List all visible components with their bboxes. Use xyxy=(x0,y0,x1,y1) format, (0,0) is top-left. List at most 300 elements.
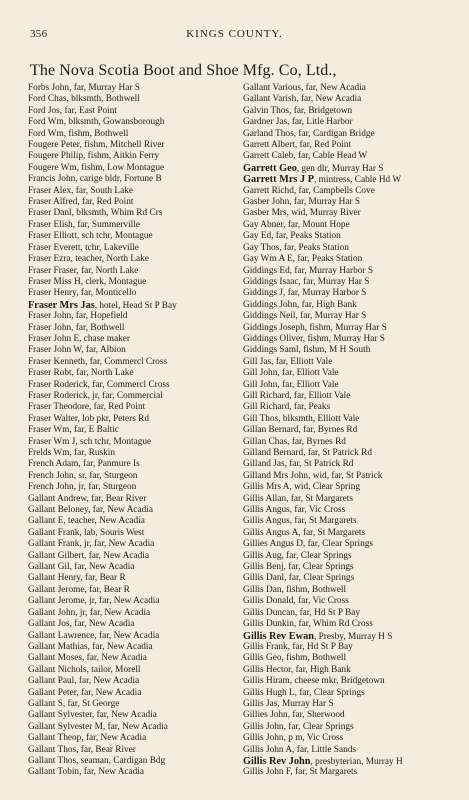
directory-entry xyxy=(28,266,244,277)
entry-description: p m, Vic Cross xyxy=(288,733,344,744)
entry-name: Gallant Jerome xyxy=(28,596,85,607)
entry-separator: , xyxy=(91,710,97,721)
entry-name: Gallant John xyxy=(28,607,76,618)
entry-separator: , xyxy=(71,322,76,333)
entry-description: far, East Point xyxy=(64,105,117,116)
entry-name: Gill Thos xyxy=(243,413,279,424)
entry-separator: , xyxy=(69,619,75,630)
entry-name: Gallant Sylvester M xyxy=(28,721,103,732)
entry-name: Gillis Rev John xyxy=(243,755,311,767)
entry-separator: , xyxy=(63,117,69,128)
entry-separator: , xyxy=(84,596,90,607)
entry-description: far, New Acadia xyxy=(78,676,140,687)
entry-description: far, Bear River xyxy=(80,744,136,755)
entry-separator: , xyxy=(308,470,313,481)
directory-entry xyxy=(243,688,459,699)
directory-entry xyxy=(28,459,244,470)
entry-separator: , xyxy=(94,300,100,311)
entry-description: far, Litle Harbor xyxy=(291,117,353,128)
directory-entry xyxy=(28,311,244,322)
entry-separator: , xyxy=(294,140,300,151)
entry-name: Gasber John xyxy=(243,197,290,208)
entry-name: Garrett Mrs J P xyxy=(243,174,314,186)
entry-name: Gillies John xyxy=(243,710,288,721)
directory-entry xyxy=(243,585,459,596)
entry-description: far, Bear River xyxy=(91,493,147,504)
directory-entry xyxy=(28,505,244,516)
entry-description: far, Elliott Vale xyxy=(282,368,339,379)
directory-entry xyxy=(28,471,244,482)
entry-name: Giddings John xyxy=(243,299,297,310)
entry-description: far, Vic Cross xyxy=(294,505,346,516)
entry-separator: , xyxy=(79,539,85,550)
entry-description: far, Peaks Station xyxy=(275,231,341,242)
directory-entry xyxy=(243,767,459,778)
entry-name: French John xyxy=(28,470,74,481)
entry-name: Fraser John xyxy=(28,311,72,322)
entry-description: Presby, Murray H S xyxy=(318,631,393,642)
directory-entry xyxy=(28,573,244,584)
directory-entry xyxy=(28,756,244,767)
entry-description: far, New Acadia xyxy=(92,505,154,516)
entry-name: Garrett Richd xyxy=(243,185,294,196)
entry-description: far, New Acadia xyxy=(300,94,362,105)
directory-entry xyxy=(243,345,459,356)
directory-entry xyxy=(243,300,459,311)
entry-description: lab, Souris West xyxy=(84,527,145,538)
entry-description: mintress, Cable Hd W xyxy=(318,175,402,186)
entry-name: Fraser Elliott xyxy=(28,231,77,242)
entry-description: far, Byrnes Rd xyxy=(303,425,358,436)
entry-name: Gallant Jerome xyxy=(28,584,85,595)
entry-separator: , xyxy=(66,94,72,105)
entry-description: fishm, Mitchell River xyxy=(84,140,165,151)
entry-name: Gallant Gilbert xyxy=(28,550,85,561)
directory-entry xyxy=(28,733,244,744)
directory-entry xyxy=(28,494,244,505)
entry-name: Fraser Roderick xyxy=(28,379,88,390)
directory-entry xyxy=(28,277,244,288)
entry-separator: , xyxy=(281,584,287,595)
directory-entry xyxy=(243,608,459,619)
entry-description: far, Bridgetown xyxy=(293,105,353,116)
entry-separator: , xyxy=(296,299,302,310)
entry-separator: , xyxy=(86,493,92,504)
entry-name: Ford Chas xyxy=(28,94,67,105)
entry-separator: , xyxy=(313,631,319,642)
entry-description: far, Mount Hope xyxy=(287,219,350,230)
entry-name: Fraser Kenneth xyxy=(28,356,86,367)
entry-separator: , xyxy=(76,288,81,299)
directory-entry xyxy=(28,197,244,208)
entry-separator: , xyxy=(69,83,74,93)
entry-separator: , xyxy=(76,265,82,276)
entry-description: gen dlr, Murray Har S xyxy=(301,163,384,174)
entry-name: Gillis Donald xyxy=(243,596,294,607)
directory-entry xyxy=(243,151,459,162)
entry-description: fishm, Murray Har S xyxy=(309,322,387,333)
entry-description: far, Elliott Vale xyxy=(275,356,333,367)
entry-name: Gilland Mrs John xyxy=(243,470,309,481)
entry-name: Gallant Henry xyxy=(28,573,81,584)
entry-separator: , xyxy=(277,698,283,709)
directory-entry xyxy=(243,266,459,277)
directory-entry xyxy=(28,288,244,299)
entry-description: far, New Acadia xyxy=(99,630,160,641)
entry-description: far, Albion xyxy=(85,345,126,356)
entry-separator: , xyxy=(75,436,80,447)
directory-entry xyxy=(243,642,459,653)
directory-entry xyxy=(243,551,459,562)
entry-name: Gill John xyxy=(243,368,278,379)
directory-entry xyxy=(243,631,459,642)
entry-description: far, Bear R xyxy=(89,584,130,595)
entry-separator: , xyxy=(62,698,68,709)
directory-entry xyxy=(28,767,244,778)
entry-description: far, Summerville xyxy=(77,219,140,230)
entry-name: Gillis Jas xyxy=(243,698,278,709)
directory-entry xyxy=(28,357,244,368)
directory-entry xyxy=(28,106,244,117)
page-header xyxy=(0,28,469,44)
entry-description: fishm, Bothwell xyxy=(286,584,347,595)
entry-separator: , xyxy=(314,175,319,186)
directory-entry xyxy=(28,208,244,219)
entry-separator: , xyxy=(289,265,295,276)
entry-description: far, Murray Har S xyxy=(293,197,361,208)
entry-separator: , xyxy=(298,425,304,436)
entry-separator: , xyxy=(293,619,299,630)
entry-name: Gallant Andrew xyxy=(28,493,87,504)
directory-entry xyxy=(243,699,459,710)
entry-description: far, Murray Har S xyxy=(300,311,367,322)
directory-entry xyxy=(28,186,244,197)
entry-description: carige bldr, Fortune B xyxy=(79,174,162,185)
entry-description: far, Bothwell xyxy=(75,322,125,333)
entry-description: far, St Patrick Rd xyxy=(307,448,372,458)
entry-name: French Adam xyxy=(28,459,79,470)
entry-separator: , xyxy=(290,664,296,675)
entry-name: Gilland Bernard xyxy=(243,448,304,458)
entry-separator: , xyxy=(289,402,294,413)
directory-entry xyxy=(243,437,459,448)
directory-entry xyxy=(243,414,459,425)
entry-name: Gillis Angus A xyxy=(243,527,299,538)
entry-separator: , xyxy=(283,562,289,573)
entry-description: far, St Margarets xyxy=(302,527,366,538)
directory-entry xyxy=(243,254,459,265)
directory-entry xyxy=(243,140,459,151)
entry-name: Gallant Mathias xyxy=(28,641,88,652)
directory-entry xyxy=(243,368,459,379)
entry-description: far, Commercl Cross xyxy=(92,379,170,390)
entry-name: Giddings Ed xyxy=(243,265,290,276)
directory-entry xyxy=(28,665,244,676)
entry-separator: , xyxy=(279,242,284,253)
directory-entry xyxy=(243,117,459,128)
directory-entry xyxy=(28,642,244,653)
directory-entry xyxy=(28,300,244,311)
entry-name: Gallant Sylvester xyxy=(28,710,92,721)
entry-separator: , xyxy=(283,733,289,744)
entry-name: Gillis Mrs A xyxy=(243,482,290,493)
directory-entry xyxy=(243,482,459,493)
directory-entry xyxy=(28,231,244,242)
entry-separator: , xyxy=(287,436,292,447)
entry-separator: , xyxy=(102,721,108,732)
entry-separator: , xyxy=(83,151,88,162)
entry-separator: , xyxy=(284,459,290,470)
entry-separator: , xyxy=(84,550,89,561)
directory-entry xyxy=(243,83,459,94)
entry-name: Gillis Aug xyxy=(243,550,282,561)
directory-entry xyxy=(243,756,459,767)
entry-description: tchr, Lakeville xyxy=(85,242,139,253)
entry-name: Gallant Thos xyxy=(28,755,77,766)
entry-name: Gallant Frank xyxy=(28,539,80,550)
entry-name: Frelds Wm xyxy=(28,448,70,458)
entry-separator: , xyxy=(293,185,299,196)
directory-entry xyxy=(28,380,244,391)
directory-entry xyxy=(243,380,459,391)
entry-name: Gallant Lawrence xyxy=(28,630,95,641)
entry-separator: , xyxy=(73,482,79,493)
directory-entry xyxy=(28,402,244,413)
entry-separator: , xyxy=(79,527,85,538)
entry-name: Gallant Paul xyxy=(28,676,75,687)
entry-name: Gardner Jas xyxy=(243,117,288,128)
directory-entry xyxy=(28,539,244,550)
entry-name: Gasber Mrs xyxy=(243,208,287,219)
entry-separator: , xyxy=(76,231,82,242)
entry-separator: , xyxy=(76,162,82,173)
entry-separator: , xyxy=(292,254,298,265)
entry-name: Gallant Moses xyxy=(28,653,82,664)
entry-separator: , xyxy=(294,687,300,698)
directory-entry xyxy=(243,220,459,231)
directory-entry xyxy=(28,676,244,687)
entry-separator: , xyxy=(287,117,292,128)
directory-entry xyxy=(28,437,244,448)
entry-description: far, New Acadia xyxy=(85,733,147,744)
directory-entry xyxy=(243,186,459,197)
directory-entry xyxy=(243,516,459,527)
entry-name: Gallant Tobin xyxy=(28,767,80,778)
entry-description: far, Hd St P Bay xyxy=(292,641,353,652)
entry-description: far, Commercl Cross xyxy=(89,356,168,367)
entry-description: far, North Lake xyxy=(81,265,139,276)
entry-name: Fraser Theodore xyxy=(28,402,90,413)
entry-description: far, Sherwood xyxy=(292,710,345,721)
entry-name: Gill Jas xyxy=(243,356,272,367)
entry-description: far, E Baltic xyxy=(74,425,119,436)
entry-description: sch tchr, Montague xyxy=(80,436,152,447)
directory-entry xyxy=(28,368,244,379)
directory-entry xyxy=(243,425,459,436)
entry-separator: , xyxy=(293,128,299,139)
entry-description: far, Red Point xyxy=(81,197,134,208)
directory-entry xyxy=(28,117,244,128)
entry-description: far, St Patrick Rd xyxy=(289,459,354,470)
advertisement-banner: The Nova Scotia Boot and Shoe Mfg. Co, Ltd., xyxy=(30,62,337,79)
directory-entry xyxy=(28,414,244,425)
directory-entry xyxy=(243,174,459,185)
entry-separator: , xyxy=(71,368,77,379)
entry-name: Fraser Ezra xyxy=(28,254,71,265)
entry-description: far, New Acadia xyxy=(83,767,145,778)
entry-description: far, Clear Springs xyxy=(286,550,352,561)
entry-separator: , xyxy=(86,664,92,675)
entry-description: far, North Lake xyxy=(76,368,134,379)
entry-name: Fraser Miss H xyxy=(28,276,81,287)
entry-description: teacher, New Acadia xyxy=(68,516,145,527)
entry-separator: , xyxy=(71,208,77,219)
entry-separator: , xyxy=(75,607,80,618)
entry-separator: , xyxy=(289,516,295,527)
entry-description: far, Clear Springs xyxy=(288,562,354,573)
entry-description: chase maker xyxy=(83,333,130,344)
entry-description: hotel, Head St P Bay xyxy=(99,300,177,311)
entry-description: fishm, Murray Har S xyxy=(307,333,385,344)
entry-description: far, Cable Head W xyxy=(298,151,368,162)
directory-entry xyxy=(28,140,244,151)
entry-name: Gillis Hector xyxy=(243,664,291,675)
entry-separator: , xyxy=(73,470,79,481)
entry-separator: , xyxy=(293,596,299,607)
entry-description: far, New Acadia xyxy=(86,653,147,664)
entry-description: far, Byrnes Rd xyxy=(291,436,346,447)
entry-name: Gallant S xyxy=(28,698,63,709)
entry-description: far, Clear Springs xyxy=(307,539,374,550)
entry-separator: , xyxy=(72,219,78,230)
entry-description: far, Ruskin xyxy=(74,448,116,458)
entry-name: Fraser Danl xyxy=(28,208,72,219)
entry-description: wid, far, St Patrick xyxy=(312,470,383,481)
entry-name: Gillis John xyxy=(243,721,284,732)
entry-separator: , xyxy=(289,482,295,493)
entry-separator: , xyxy=(271,356,276,367)
entry-description: tailor, Morell xyxy=(91,664,141,675)
directory-entry xyxy=(28,151,244,162)
directory-entry xyxy=(243,733,459,744)
directory-entry xyxy=(243,448,459,459)
entry-separator: , xyxy=(289,505,295,516)
entry-name: Ford Jos xyxy=(28,105,60,116)
entry-description: clerk, Montague xyxy=(85,276,147,287)
directory-entry xyxy=(28,699,244,710)
entry-name: Fraser John xyxy=(28,322,72,333)
entry-separator: , xyxy=(296,163,302,174)
entry-description: fishm, Low Montague xyxy=(81,162,165,173)
entry-description: far, Hd St P Bay xyxy=(299,607,361,618)
entry-description: far, Clear Springs xyxy=(288,721,354,732)
entry-separator: , xyxy=(284,573,289,584)
entry-separator: , xyxy=(88,505,93,516)
entry-description: presbyterian, Murray H xyxy=(315,756,403,767)
entry-separator: , xyxy=(298,276,304,287)
entry-name: Fraser Alfred xyxy=(28,197,78,208)
directory-entry xyxy=(243,596,459,607)
entry-description: far, Peaks Station xyxy=(283,242,349,253)
entry-name: Gillis Angus xyxy=(243,516,290,527)
entry-name: Gillan Bernard xyxy=(243,425,299,436)
entry-description: far, Elliott Vale xyxy=(282,379,339,390)
entry-description: far, Murray Harbor S xyxy=(294,265,374,276)
entry-name: Gillis John F xyxy=(243,767,291,778)
directory-entry xyxy=(243,94,459,105)
entry-separator: , xyxy=(278,413,283,424)
directory-entry xyxy=(28,608,244,619)
entry-name: Fraser Elish xyxy=(28,219,73,230)
entry-separator: , xyxy=(289,105,294,116)
entry-description: far, New Acadia xyxy=(305,83,366,93)
entry-name: Gillis Dan xyxy=(243,584,282,595)
entry-separator: , xyxy=(78,459,84,470)
entry-name: Fougere Wm xyxy=(28,162,77,173)
entry-separator: , xyxy=(63,128,69,139)
directory-entry xyxy=(243,494,459,505)
entry-separator: , xyxy=(76,744,81,755)
directory-entry xyxy=(243,323,459,334)
entry-name: Fraser Everett xyxy=(28,242,81,253)
entry-separator: , xyxy=(79,140,85,151)
entry-description: far, Campbells Cove xyxy=(298,185,375,196)
entry-separator: , xyxy=(71,311,76,322)
entry-name: Gillis Frank xyxy=(243,641,288,652)
entry-description: far, Little Sands xyxy=(296,744,357,755)
entry-name: Gallant Thos xyxy=(28,744,77,755)
directory-entry xyxy=(28,391,244,402)
entry-description: jr, far, New Acadia xyxy=(84,539,155,550)
entry-description: fishm, M H South xyxy=(303,345,371,356)
entry-separator: , xyxy=(289,676,295,687)
entry-name: Giddings Oliver xyxy=(243,333,303,344)
entry-name: Gillis Dunkin xyxy=(243,619,294,630)
entry-separator: , xyxy=(289,390,294,401)
entry-name: Francis John xyxy=(28,174,76,185)
entry-description: wid, Murray River xyxy=(291,208,361,219)
entry-name: Gallant Nichols xyxy=(28,664,87,675)
directory-entry xyxy=(243,197,459,208)
entry-name: Gillis Rev Ewan xyxy=(243,630,314,642)
left-column xyxy=(28,83,244,779)
entry-description: seaman, Cardigan Bdg xyxy=(80,755,166,766)
entry-description: far, Murray Har S xyxy=(73,83,140,93)
entry-separator: , xyxy=(81,653,87,664)
entry-separator: , xyxy=(84,584,90,595)
directory-entry xyxy=(243,539,459,550)
entry-description: far, New Acadia xyxy=(81,687,142,698)
directory-entry xyxy=(243,231,459,242)
entry-separator: , xyxy=(310,756,316,767)
entry-name: Gillan Chas xyxy=(243,436,288,447)
entry-separator: , xyxy=(59,105,65,116)
entry-separator: , xyxy=(70,254,76,265)
entry-name: Gill Richard xyxy=(243,402,290,413)
directory-entry xyxy=(243,334,459,345)
entry-name: Gillis Benj xyxy=(243,562,284,573)
directory-entry xyxy=(243,277,459,288)
entry-name: Gillis John xyxy=(243,733,284,744)
entry-separator: , xyxy=(283,219,288,230)
entry-description: blksmth, Elliott Vale xyxy=(282,413,360,424)
entry-separator: , xyxy=(87,379,93,390)
entry-separator: , xyxy=(298,527,303,538)
entry-description: far, Elliott Vale xyxy=(293,390,351,401)
directory-entry xyxy=(243,402,459,413)
entry-separator: , xyxy=(69,448,75,458)
directory-entry xyxy=(28,653,244,664)
